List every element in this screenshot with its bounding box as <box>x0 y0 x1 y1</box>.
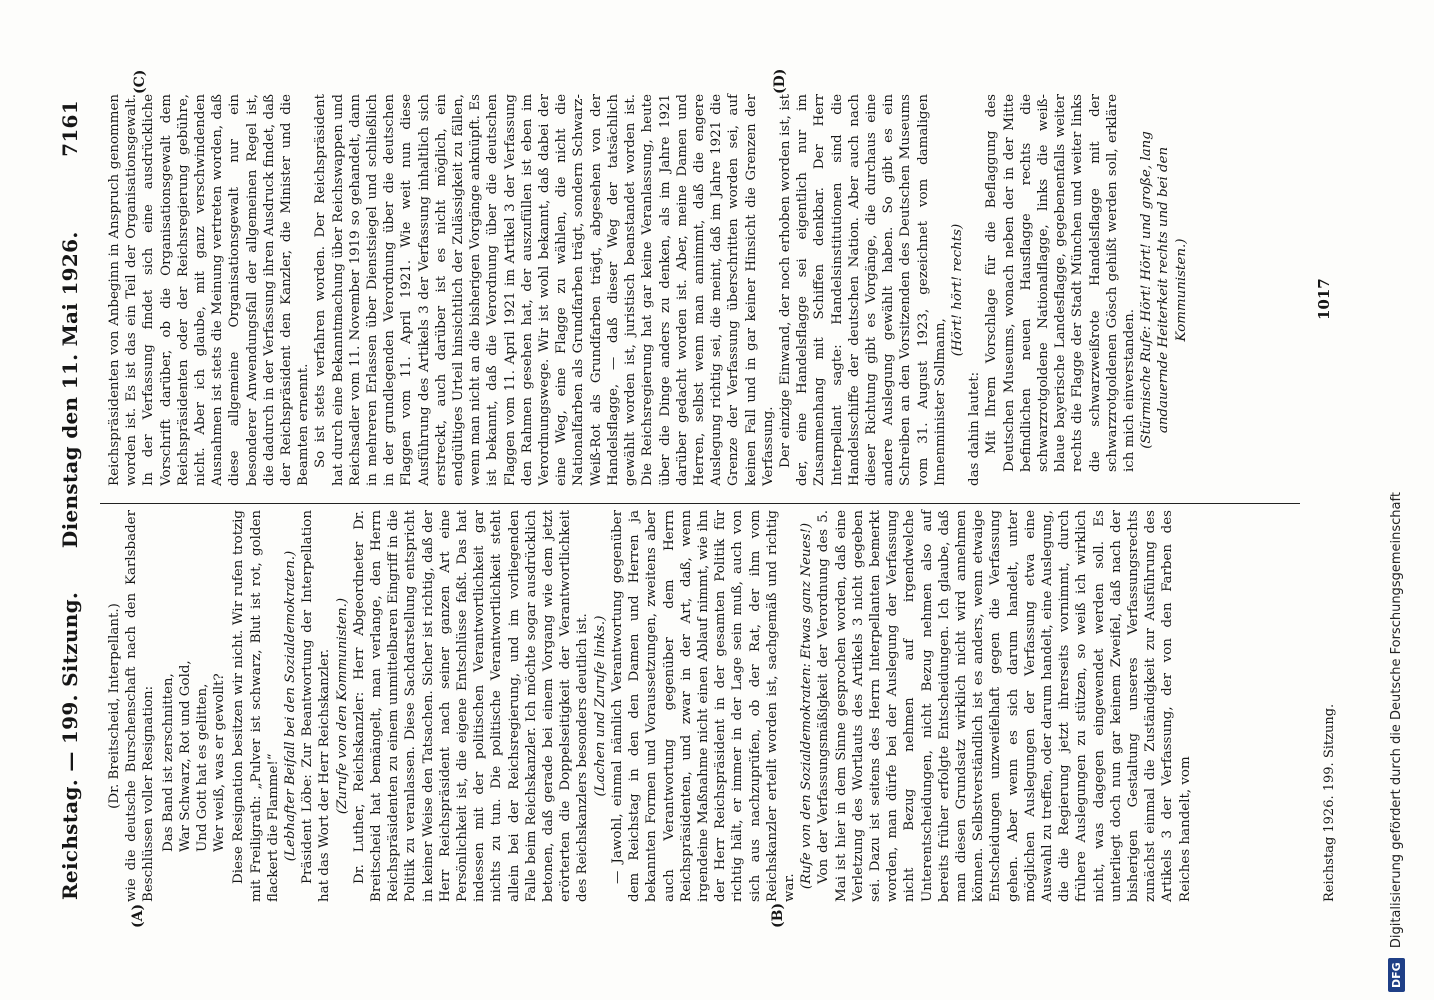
margin-letter-d: (D) <box>772 68 788 94</box>
speaker-line: (Dr. Breitscheid, Interpellant.) <box>107 603 122 809</box>
paragraph: — Jawohl, einmal nämlich Verantwortung gegenüber dem Reichstag in den den Damen und Herren ja bekannten Formen und Voraussetzungen, zweitens aber auch Verantwortung gegenüber dem Herrn Reichspräsidenten, und zwar in der Art, daß, wenn irgendeine Maßnahme nicht einen Ablauf nimmt, wie ihn der Herr Reichspräsident in der gesamten Politik für richtig hält, er immer in der Lage sein muß, auch von sich aus nachzuprüfen, ob der Rat, der ihm vom Reichskanzler erteilt worden ist, sachgemäß und richtig war. <box>609 510 797 902</box>
interjection: (Stürmische Rufe: Hört! Hört! und große, lang andauernde Heiterkeit rechts und bei den Kommunisten.) <box>1139 131 1189 449</box>
paragraph: Reichspräsidenten von Anbeginn in Anspruch genommen worden ist. Es ist das ein Teil der Organisationsgewalt. In der Verfassung findet sich eine ausdrückliche Vorschrift darüber, ob die Organisationsgewalt dem Reichspräsidenten oder der Reichsregierung gebühre, nicht. Aber ich glaube, mit ganz verschwindenden Ausnahmen ist stets die Meinung vertreten worden, daß diese allgemeine Organisationsgewalt nur ein besonderer Anwendungsfall der allgemeinen Regel ist, die dadurch in der Verfassung ihren Ausdruck findet, daß der Reichspräsident den Kanzler, die Minister und die Beamten ernennt. <box>107 94 312 486</box>
page-number: 1017 <box>1315 278 1333 320</box>
paragraph: Dr. Luther, Reichskanzler: Herr Abgeordneter Dr. Breitscheid hat bemängelt, man verlange, den Herrn Reichspräsidenten zu einem unmittelbaren Eingriff in die Politik zu veranlassen. Diese Sachdarstellung entspricht in keiner Weise den Tatsachen. Sicher ist richtig, daß der Herr Reichspräsident nach seiner ganzen Art eine Persönlichkeit ist, die eigene Entschlüsse faßt. Das hat indessen mit der politischen Verantwortlichkeit gar nichts zu tun. Die politische Verantwortlichkeit steht allein bei der Reichsregierung, und im vorliegenden Falle beim Reichskanzler. Ich möchte sogar ausdrücklich betonen, daß gerade bei einem Vorgang wie dem jetzt erörterten die Doppelseitigkeit der Verantwortlichkeit des Reichskanzlers besonders deutlich ist. <box>351 510 591 902</box>
column-divider <box>100 503 1300 504</box>
interjection: (Rufe von den Sozialdemokraten: Etwas ganz Neues!) <box>799 522 815 890</box>
paragraph: das dahin lautet: <box>967 371 983 486</box>
paragraph: Präsident Löbe: Zur Beantwortung der Interpellation hat das Wort der Herr Reichskanzler. <box>300 510 333 902</box>
margin-letter-c: (C) <box>132 69 148 94</box>
running-head-date: Dienstag den 11. Mai 1926. <box>58 231 82 549</box>
verse-line: Wer weiß, was er gewollt? <box>212 673 228 852</box>
page-number-top: 7161 <box>58 100 82 157</box>
right-column <box>106 94 1190 486</box>
verse-line: Das Band ist zerschnitten, <box>160 673 176 852</box>
paragraph: Der einzige Einwand, der noch erhoben worden ist, ist der, eine Handelsflagge sei eigentlich nur im Zusammenhang mit Schiffen denkbar. Der Herr Interpellant sagte: Handelsinstitutionen sind die Handelsschiffe der deutschen Nation. Aber auch nach dieser Richtung gibt es Vorgänge, die durchaus eine andere Auslegung gewählt haben. So gibt es ein Schreiben an den Vorsitzenden des Deutschen Museums vom 31. August 1923, gezeichnet vom damaligen Innenminister Sollmann, <box>777 94 948 486</box>
interjection: (Hört! hört! rechts) <box>949 223 965 357</box>
margin-letter-b: (B) <box>770 902 786 928</box>
verse-line: War Schwarz, Rot und Gold, <box>177 660 193 852</box>
footer-left: Reichstag 1926. 199. Sitzung. <box>1322 703 1337 902</box>
interjection: (Zurufe von den Kommunisten.) <box>334 597 350 815</box>
dfg-logo: DFG <box>1388 958 1405 992</box>
paragraph: Diese Resignation besitzen wir nicht. Wir rufen trotzig mit Freiligrath: „Pulver ist schwarz, Blut ist rot, golden flackert die Flamme!“ <box>231 510 281 902</box>
verse-line: Und Gott hat es gelitten, <box>195 683 211 852</box>
paragraph: So ist stets verfahren worden. Der Reichspräsident hat durch eine Bekanntmachung über Reichswappen und Reichsadler vom 11. November 1919 so gehandelt, dann in mehreren Erlassen über Dienstsiegel und schließlich in der grundlegenden Verordnung über die deutschen Flaggen vom 11. April 1921. Wie weit nun diese Ausführung des Artikels 3 der Verfassung inhaltlich sich erstreckt, auch darüber ist es nicht möglich, ein endgültiges Urteil hinsichtlich der Zulässigkeit zu fällen, wenn man nicht an die bisherigen Vorgänge anknüpft. Es ist bekannt, daß die Verordnung über die deutschen Flaggen vom 11. April 1921 im Artikel 3 der Verfassung den Rahmen gesehen hat, der auszufüllen ist eben im Verordnungswege. Wir ist wohl bekannt, daß dabei der eine Weg, eine Flagge zu wählen, die nicht die Nationalfarben als Grundfarben trägt, sondern Schwarz-Weiß-Rot als Grundfarben trägt, abgesehen von der Handelsflagge, — daß dieser Weg der tatsächlich gewählt worden ist, juristisch beanstandet worden ist. Die Reichsregierung hat gar keine Veranlassung, heute über die Dinge anders zu denken, als im Jahre 1921 darüber gedacht worden ist. Aber, meine Damen und Herren, selbst wenn man annimmt, daß die engere Auslegung richtig sei, die meint, daß im Jahre 1921 die Grenze der Verfassung überschritten worden sei, auf keinen Fall und in gar keiner Hinsicht die Grenzen der Verfassung. <box>313 94 776 486</box>
quoted-paragraph: Mit Ihrem Vorschlage für die Beflaggung des Deutschen Museums, wonach neben der in der Mitte befindlichen neuen Hausflagge rechts die schwarzrotgoldene Nationalflagge, links die weiß-blaue bayerische Landesflagge, gegebenenfalls weiter rechts die Flagge der Stadt München und weiter links die schwarzweißrote Handelsflagge mit der schwarzrotgoldenen Gösch gehißt werden soll, erkläre ich mich einverstanden. <box>984 94 1137 472</box>
interjection: (Lebhafter Beifall bei den Sozialdemokraten.) <box>283 550 299 862</box>
left-column <box>106 510 1194 902</box>
funding-text: Digitalisierung gefördert durch die Deutsche Forschungsgemeinschaft <box>1389 492 1404 949</box>
margin-letter-a: (A) <box>130 903 146 928</box>
paragraph: wie die deutsche Burschenschaft nach den Karlsbader Beschlüssen voller Resignation: <box>124 510 157 902</box>
running-head-left: Reichstag. — 199. Sitzung. <box>58 591 82 900</box>
running-head <box>58 100 92 900</box>
verse-block <box>160 510 229 852</box>
funding-note <box>1388 8 1414 992</box>
running-head-right <box>58 100 82 548</box>
interjection: (Lachen und Zurufe links.) <box>592 615 608 797</box>
paragraph: Von der Verfassungsmäßigkeit der Verordnung des 5. Mai ist hier in dem Sinne gesprochen worden, daß eine Verletzung des Wortlauts des Artikels 3 nicht gegeben sei. Dazu ist seitens des Herrn Interpellanten bemerkt worden, man dürfe bei der Auslegung der Verfassung nicht Bezug nehmen auf irgendwelche Unterentscheidungen, nicht Bezug nehmen also auf bereits früher erfolgte Entscheidungen. Ich glaube, daß man diesen Grundsatz wirklich nicht wird annehmen können. Selbstverständlich ist es anders, wenn etwaige Entscheidungen unzweifelhaft gegen die Verfassung gehen. Aber wenn es sich darum handelt, unter möglichen Auslegungen der Verfassung etwa eine Auswahl zu treffen, oder darum handelt, eine Auslegung, die die Regierung jetzt ihrerseits vornimmt, durch frühere Auslegungen zu stützen, so weiß ich wirklich nicht, was dagegen eingewendet werden soll. Es unterliegt doch nun gar keinem Zweifel, daß nach der bisherigen Gestaltung unseres Verfassungsrechts zunächst einmal die Zuständigkeit zur Ausführung des Artikels 3 der Verfassung, der von den Farben des Reiches handelt, vom <box>816 510 1193 902</box>
